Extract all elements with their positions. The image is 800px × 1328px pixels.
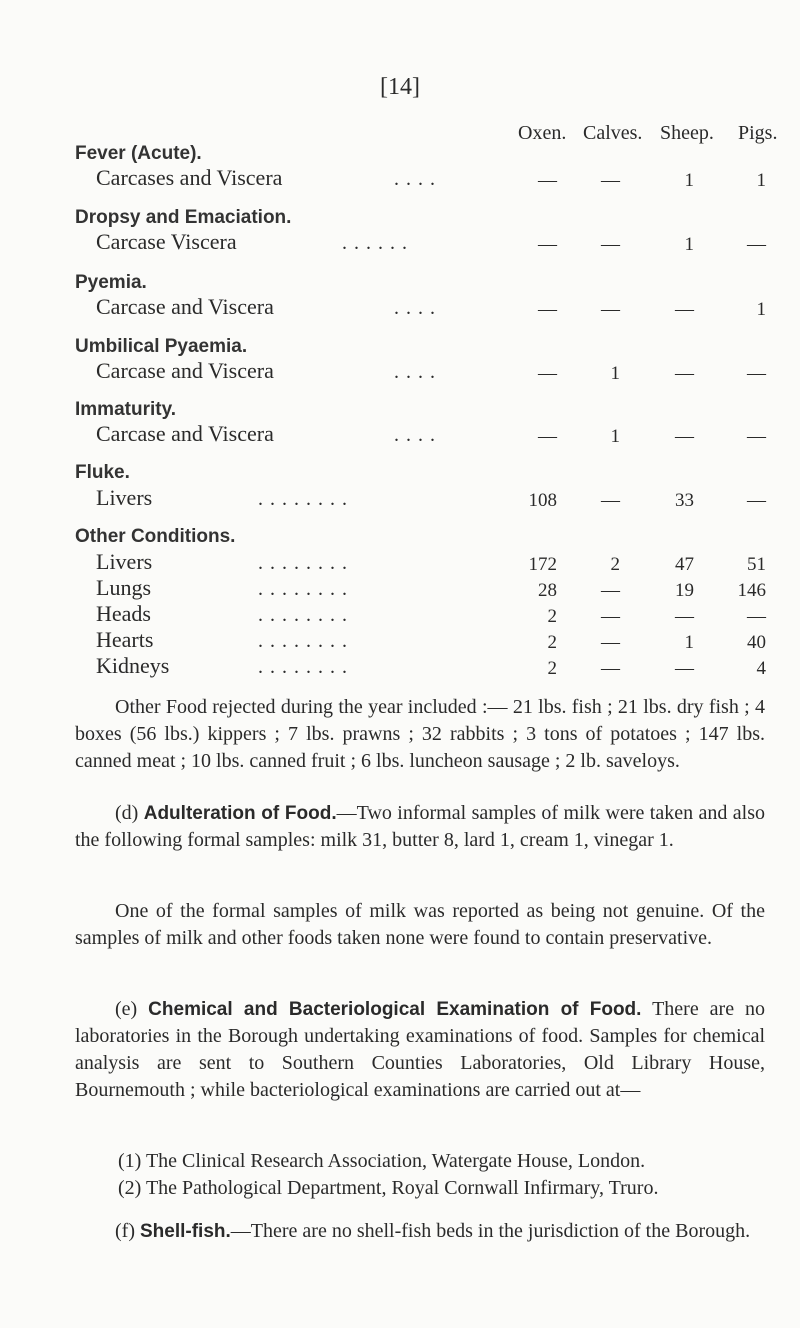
- cell-calves: 1: [610, 426, 620, 447]
- cell-calves: —: [601, 490, 620, 511]
- leader-dots: . . . .: [394, 168, 436, 190]
- column-header-sheep: Sheep.: [660, 122, 714, 144]
- cell-sheep: 19: [675, 580, 694, 601]
- cell-oxen: 2: [547, 632, 557, 653]
- lab-list-item: (1) The Clinical Research Association, Watergate House, London.: [118, 1150, 646, 1172]
- row-label: Carcase Viscera: [96, 229, 237, 254]
- cell-oxen: 2: [547, 606, 557, 627]
- shellfish-title: Shell-fish.: [139, 1221, 231, 1242]
- leader-dots: . . . . . .: [342, 232, 408, 254]
- cell-calves: —: [601, 658, 620, 679]
- cell-oxen: —: [538, 170, 557, 191]
- column-header-pigs: Pigs.: [738, 122, 778, 144]
- cell-sheep: 33: [675, 490, 694, 511]
- section-heading: Other Conditions.: [75, 526, 236, 547]
- leader-dots: . . . . . . . .: [258, 656, 348, 678]
- row-label: Livers: [96, 485, 153, 510]
- column-header-oxen: Oxen.: [518, 122, 567, 144]
- adulteration-title: Adulteration of Food.: [143, 803, 337, 824]
- cell-sheep: —: [675, 426, 694, 447]
- leader-dots: . . . .: [394, 424, 436, 446]
- leader-dots: . . . .: [394, 297, 436, 319]
- cell-oxen: —: [538, 234, 557, 255]
- cell-calves: 2: [610, 554, 620, 575]
- formal-samples-paragraph: One of the formal samples of milk was reported as being not genuine. Of the samples of milk and other foods taken none were found to contain preservative.: [75, 900, 765, 949]
- cell-pigs: 4: [756, 658, 766, 679]
- cell-pigs: —: [747, 490, 766, 511]
- row-label: Kidneys: [96, 653, 170, 678]
- section-heading: Fever (Acute).: [75, 143, 202, 164]
- shellfish-label: (f): [115, 1220, 135, 1242]
- cell-calves: 1: [610, 363, 620, 384]
- cell-pigs: 40: [747, 632, 766, 653]
- leader-dots: . . . . . . . .: [258, 578, 348, 600]
- cell-sheep: 1: [684, 234, 694, 255]
- cell-pigs: 146: [737, 580, 766, 601]
- cell-calves: —: [601, 170, 620, 191]
- cell-calves: —: [601, 580, 620, 601]
- cell-pigs: —: [747, 426, 766, 447]
- cell-pigs: —: [747, 363, 766, 384]
- section-heading: Fluke.: [75, 462, 130, 483]
- cell-calves: —: [601, 234, 620, 255]
- adulteration-label: (d): [115, 802, 139, 824]
- row-label: Lungs: [96, 575, 151, 600]
- cell-sheep: —: [675, 363, 694, 384]
- section-heading: Dropsy and Emaciation.: [75, 207, 292, 228]
- section-heading: Umbilical Pyaemia.: [75, 336, 248, 357]
- row-label: Carcases and Viscera: [96, 165, 283, 190]
- chemical-examination-paragraph: [75, 996, 765, 1104]
- chemical-title: Chemical and Bacteriological Examination of Food.: [148, 999, 642, 1020]
- row-label: Heads: [96, 601, 151, 626]
- leader-dots: . . . .: [394, 361, 436, 383]
- cell-pigs: 51: [747, 554, 766, 575]
- chemical-label: (e): [115, 998, 138, 1020]
- cell-oxen: 108: [528, 490, 557, 511]
- leader-dots: . . . . . . . .: [258, 488, 348, 510]
- shellfish-text: —There are no shell-fish beds in the jurisdiction of the Borough.: [230, 1220, 751, 1242]
- section-heading: Immaturity.: [75, 399, 177, 420]
- shellfish-paragraph: [75, 1218, 765, 1245]
- cell-pigs: 1: [756, 170, 766, 191]
- row-label: Carcase and Viscera: [96, 294, 274, 319]
- adulteration-paragraph: [75, 800, 765, 854]
- leader-dots: . . . . . . . .: [258, 630, 348, 652]
- cell-sheep: 1: [684, 632, 694, 653]
- cell-pigs: —: [747, 234, 766, 255]
- cell-calves: —: [601, 606, 620, 627]
- chemical-text: There are no laboratories in the Borough undertaking examinations of food. Samples for chemical analysis are sent to Southern Counties Laboratories, Old Library House, Bournemouth ; while bacteriological examinations are carried out at—: [75, 998, 766, 1101]
- cell-sheep: —: [675, 658, 694, 679]
- cell-sheep: —: [675, 299, 694, 320]
- row-label: Livers: [96, 549, 153, 574]
- cell-oxen: —: [538, 426, 557, 447]
- adulteration-text: —Two informal samples of milk were taken and also the following formal samples: milk 31, butter 8, lard 1, cream 1, vinegar 1.: [75, 802, 766, 851]
- leader-dots: . . . . . . . .: [258, 552, 348, 574]
- cell-pigs: —: [747, 606, 766, 627]
- column-header-calves: Calves.: [583, 122, 643, 144]
- lab-list-item: (2) The Pathological Department, Royal Cornwall Infirmary, Truro.: [118, 1177, 659, 1199]
- cell-pigs: 1: [756, 299, 766, 320]
- row-label: Carcase and Viscera: [96, 358, 274, 383]
- leader-dots: . . . . . . . .: [258, 604, 348, 626]
- page-number: [14]: [380, 74, 420, 100]
- cell-oxen: 28: [538, 580, 557, 601]
- row-label: Hearts: [96, 627, 154, 652]
- cell-oxen: 172: [528, 554, 557, 575]
- cell-sheep: 1: [684, 170, 694, 191]
- cell-oxen: —: [538, 363, 557, 384]
- other-food-rejected-paragraph: Other Food rejected during the year included :— 21 lbs. fish ; 21 lbs. dry fish ; 4 boxes (56 lbs.) kippers ; 7 lbs. prawns ; 32 rabbits ; 3 tons of potatoes ; 147 lbs. canned meat ; 10 lbs. canned fruit ; 6 lbs. luncheon sausage ; 2 lb. saveloys.: [75, 696, 765, 772]
- cell-oxen: 2: [547, 658, 557, 679]
- row-label: Carcase and Viscera: [96, 421, 274, 446]
- section-heading: Pyemia.: [75, 272, 147, 293]
- cell-oxen: —: [538, 299, 557, 320]
- cell-sheep: 47: [675, 554, 694, 575]
- cell-sheep: —: [675, 606, 694, 627]
- cell-calves: —: [601, 299, 620, 320]
- cell-calves: —: [601, 632, 620, 653]
